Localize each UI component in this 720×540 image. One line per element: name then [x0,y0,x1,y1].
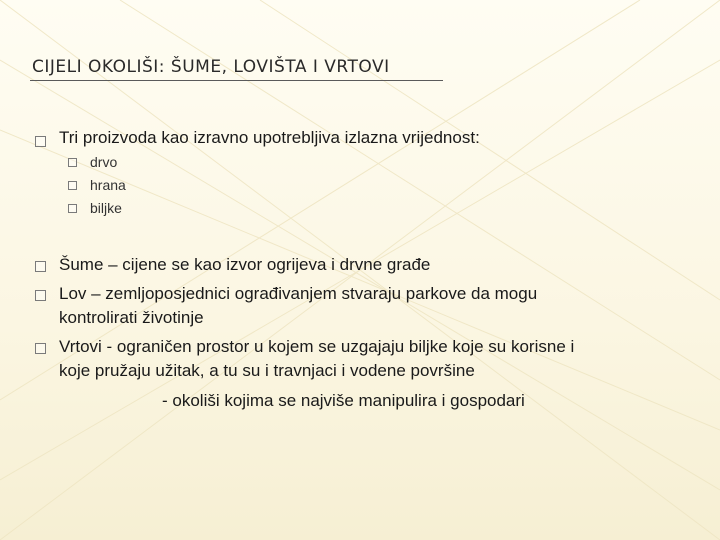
title-underline [30,80,443,81]
point-vrtovi-line-2: koje pružaju užitak, a tu su i travnjaci i vodene površine [59,361,475,380]
sub-bullet-icon [68,204,77,213]
intro-text: Tri proizvoda kao izravno upotrebljiva izlazna vrijednost: [59,128,480,147]
slide-title: CIJELI OKOLIŠI: ŠUME, LOVIŠTA I VRTOVI [32,57,390,77]
bullet-icon [35,136,46,147]
sub-bullet-icon [68,158,77,167]
bullet-icon [35,290,46,301]
sub-item-hrana: hrana [90,177,126,193]
closing-note: - okoliši kojima se najviše manipulira i gospodari [162,391,525,410]
sub-item-biljke: biljke [90,200,122,216]
point-sume: Šume – cijene se kao izvor ogrijeva i drvne građe [59,255,431,274]
sub-bullet-icon [68,181,77,190]
sub-item-drvo: drvo [90,154,118,170]
bullet-icon [35,343,46,354]
point-lov-line-2: kontrolirati životinje [59,308,204,327]
point-vrtovi-line-1: Vrtovi - ograničen prostor u kojem se uzgajaju biljke koje su korisne i [59,337,575,356]
bullet-icon [35,261,46,272]
point-lov-line-1: Lov – zemljoposjednici ograđivanjem stvaraju parkove da mogu [59,284,538,303]
